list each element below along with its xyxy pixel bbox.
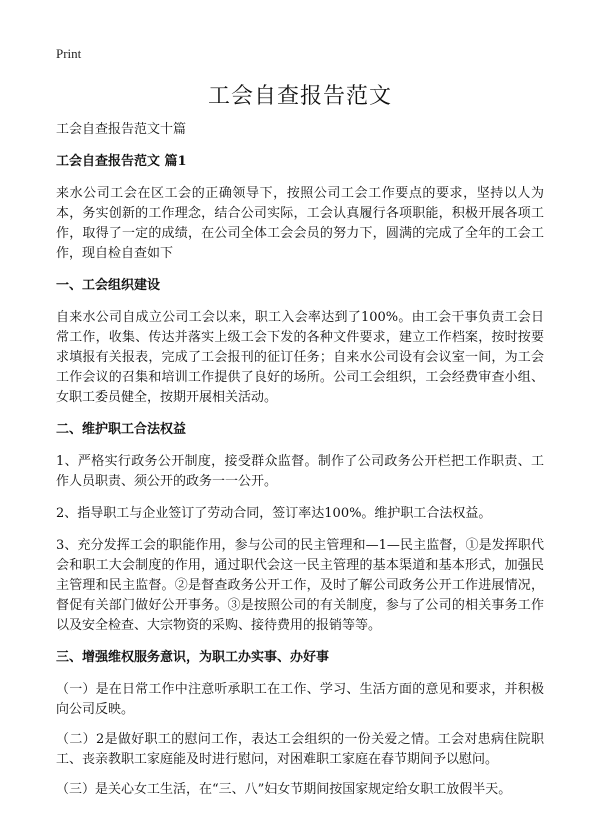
section-paragraph: 2、指导职工与企业签订了劳动合同，签订率达100%。维护职工合法权益。: [56, 506, 492, 521]
section-paragraph: （二）2是做好职工的慰问工作，表达工会组织的一份关爱之情。工会对患病住院职工、丧亲教职工家庭能及时进行慰问，对困难职工家庭在春节期间予以慰问。: [56, 732, 544, 767]
article-heading: 工会自查报告范文 篇1: [56, 154, 187, 169]
section-heading-organization: 一、工会组织建设: [56, 278, 161, 293]
section-heading-rights: 二、维护职工合法权益: [56, 422, 187, 437]
section-paragraph: 自来水公司自成立公司工会以来，职工入会率达到了100%。由工会干事负责工会日常工作，收集、传达并落实上级工会下发的各种文件要求，建立工作档案，按时按要求填报有关报表，完成了工会报刊的征订任务；自来水公司设有会议室一间，为工会工作会议的召集和培训工作提供了良好的场所。公司工会组织，工会经费审查小组、女职工委员健全，按期开展相关活动。: [56, 310, 544, 405]
section-paragraph: （一）是在日常工作中注意听承职工在工作、学习、生活方面的意见和要求，并积极向公司反映。: [56, 682, 544, 717]
section-paragraph: 3、充分发挥工会的职能作用，参与公司的民主管理和—1—民主监督，①是发挥职代会和职工大会制度的作用，通过职代会这一民主管理的基本渠道和基本形式，加强民主管理和民主监督。②是督查政务公开工作，及时了解公司政务公开工作进展情况，督促有关部门做好公开事务。③是按照公司的有关制度，参与了公司的相关事务工作以及安全检查、大宗物资的采购、接待费用的报销等等。: [56, 538, 544, 633]
section-paragraph: 1、严格实行政务公开制度，接受群众监督。制作了公司政务公开栏把工作职责、工作人员职责、须公开的政务一一公开。: [56, 454, 544, 489]
section-paragraph: （三）是关心女工生活，在“三、八”妇女节期间按国家规定给女职工放假半天。: [56, 782, 512, 797]
document-body: [56, 120, 544, 810]
print-label: Print: [56, 46, 82, 61]
document-subtitle: 工会自查报告范文十篇: [56, 122, 187, 137]
document-title: 工会自查报告范文: [207, 84, 392, 109]
section-heading-service: 三、增强维权服务意识，为职工办实事、办好事: [56, 650, 330, 665]
intro-paragraph: 来水公司工会在区工会的正确领导下，按照公司工会工作要点的要求，坚持以人为本，务实创新的工作理念，结合公司实际，工会认真履行各项职能，积极开展各项工作，取得了一定的成绩，在公司全体工会会员的努力下，圆满的完成了全年的工会工作，现自检自查如下: [56, 186, 544, 261]
